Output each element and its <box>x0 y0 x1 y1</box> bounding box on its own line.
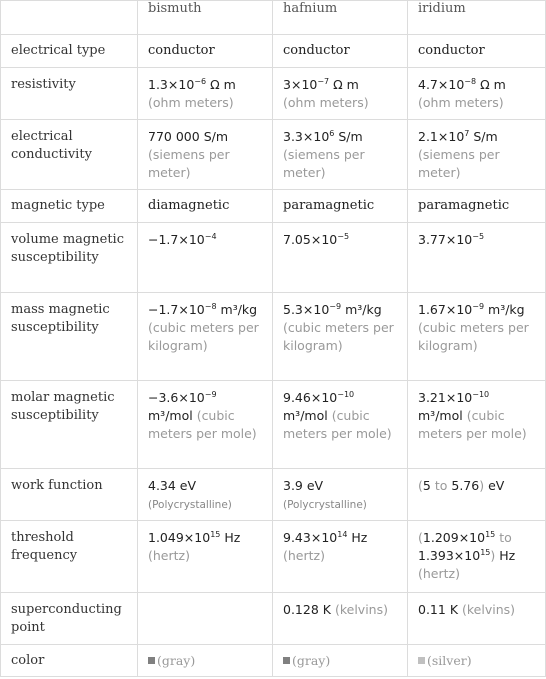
table-row <box>1 381 546 469</box>
cell-value: $-1.7\times 10^{-8}$ m³/kg (cubic meters per kilogram) <box>138 293 273 381</box>
row-label: volume magnetic susceptibility <box>1 223 138 293</box>
table-row <box>1 521 546 593</box>
table-row <box>1 68 546 120</box>
cell-value: conductor <box>408 35 546 68</box>
row-label: work function <box>1 469 138 521</box>
cell-value: $9.43\times 10^{14}$ Hz (hertz) <box>273 521 408 593</box>
row-label: resistivity <box>1 68 138 120</box>
cell-value: $2.1\times 10^7$ S/m (siemens per meter) <box>408 120 546 190</box>
cell-value: $-1.7\times 10^{-4}$ <box>138 223 273 293</box>
table-row <box>1 120 546 190</box>
cell-value: diamagnetic <box>138 190 273 223</box>
cell-value: $3\times 10^{-7}$ Ω m (ohm meters) <box>273 68 408 120</box>
cell-value: ($1.209\times 10^{15}$ to $1.393\times 10^{15}$) Hz (hertz) <box>408 521 546 593</box>
cell-value: $4.7\times 10^{-8}$ Ω m (ohm meters) <box>408 68 546 120</box>
cell-value: (silver) <box>408 645 546 677</box>
cell-value: (gray) <box>273 645 408 677</box>
row-label: electrical type <box>1 35 138 68</box>
color-swatch <box>418 657 425 664</box>
row-label: color <box>1 645 138 677</box>
cell-value: 4.34 eV (Polycrystalline) <box>138 469 273 521</box>
cell-value: $-3.6\times 10^{-9}$ m³/mol (cubic meters per mole) <box>138 381 273 469</box>
cell-value: $3.3\times 10^6$ S/m (siemens per meter) <box>273 120 408 190</box>
cell-value: 770 000 S/m (siemens per meter) <box>138 120 273 190</box>
table-row <box>1 35 546 68</box>
color-swatch <box>148 657 155 664</box>
column-header-bismuth: bismuth <box>138 1 273 35</box>
cell-value: 0.128 K (kelvins) <box>273 593 408 645</box>
cell-value: 0.11 K (kelvins) <box>408 593 546 645</box>
color-swatch <box>283 657 290 664</box>
cell-value: $7.05\times 10^{-5}$ <box>273 223 408 293</box>
cell-value: $1.3\times 10^{-6}$ Ω m (ohm meters) <box>138 68 273 120</box>
cell-value: $3.77\times 10^{-5}$ <box>408 223 546 293</box>
table-row <box>1 645 546 677</box>
cell-value: $1.049\times 10^{15}$ Hz (hertz) <box>138 521 273 593</box>
cell-value: $9.46\times 10^{-10}$ m³/mol (cubic meters per mole) <box>273 381 408 469</box>
table-row <box>1 293 546 381</box>
row-label: superconducting point <box>1 593 138 645</box>
row-label: threshold frequency <box>1 521 138 593</box>
table-row <box>1 593 546 645</box>
header-row <box>1 1 546 35</box>
table-row <box>1 469 546 521</box>
cell-value: $3.21\times 10^{-10}$ m³/mol (cubic meters per mole) <box>408 381 546 469</box>
table-row <box>1 190 546 223</box>
cell-value: (gray) <box>138 645 273 677</box>
corner-cell <box>1 1 138 35</box>
cell-value: $5.3\times 10^{-9}$ m³/kg (cubic meters per kilogram) <box>273 293 408 381</box>
cell-value: (5 to 5.76) eV <box>408 469 546 521</box>
table-row <box>1 223 546 293</box>
cell-value: conductor <box>138 35 273 68</box>
row-label: molar magnetic susceptibility <box>1 381 138 469</box>
cell-value: conductor <box>273 35 408 68</box>
cell-value: $1.67\times 10^{-9}$ m³/kg (cubic meters per kilogram) <box>408 293 546 381</box>
cell-value: paramagnetic <box>273 190 408 223</box>
column-header-iridium: iridium <box>408 1 546 35</box>
cell-value: paramagnetic <box>408 190 546 223</box>
cell-value: 3.9 eV (Polycrystalline) <box>273 469 408 521</box>
column-header-hafnium: hafnium <box>273 1 408 35</box>
row-label: electrical conductivity <box>1 120 138 190</box>
row-label: magnetic type <box>1 190 138 223</box>
cell-value <box>138 593 273 645</box>
row-label: mass magnetic susceptibility <box>1 293 138 381</box>
